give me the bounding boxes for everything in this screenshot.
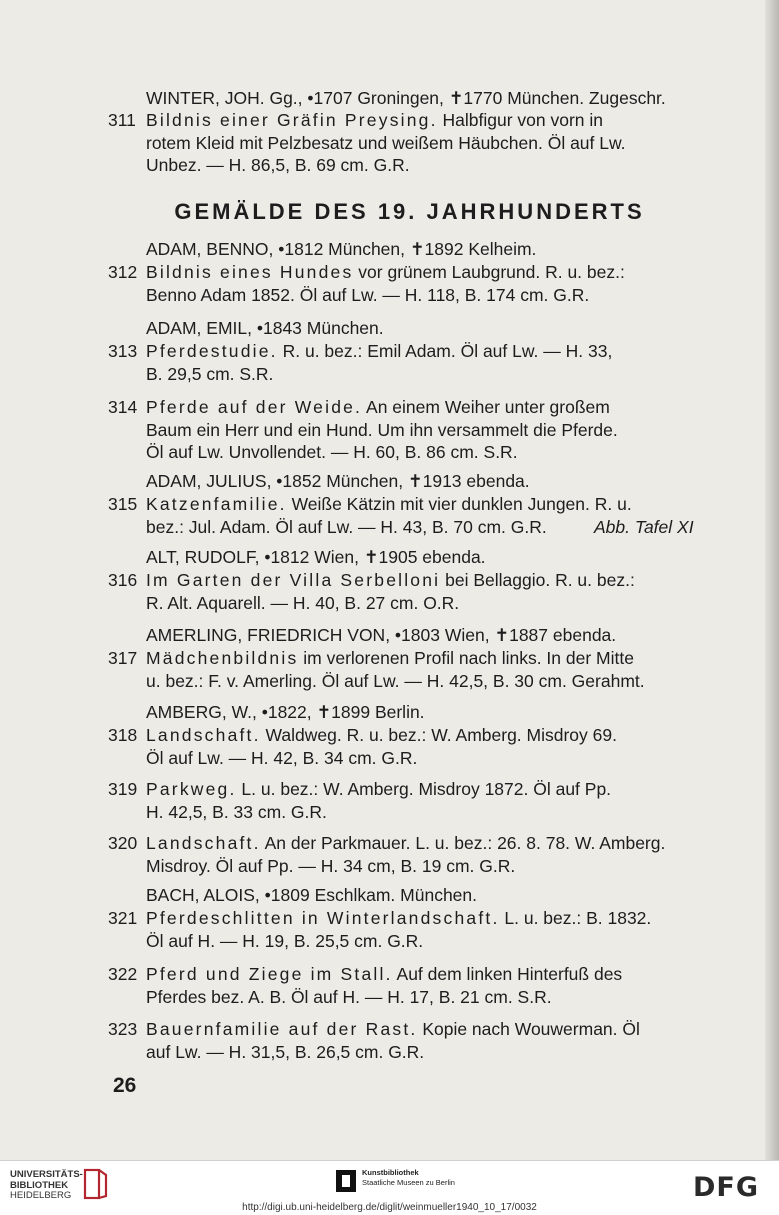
entry-number: 320 — [108, 833, 138, 853]
catalog-entry-320 — [0, 832, 779, 877]
entry-text: Halbfigur von vorn in — [437, 110, 604, 130]
entry-text: Öl auf Lw. Unvollendet. — H. 60, B. 86 cm. S.R. — [146, 442, 518, 462]
catalog-entry-318 — [0, 724, 779, 769]
artist-heading: AMERLING, FRIEDRICH VON, •1803 Wien, ✝1887 ebenda. — [146, 625, 617, 645]
entry-text: Waldweg. R. u. bez.: W. Amberg. Misdroy 69. — [260, 725, 617, 745]
entry-title: Pferdestudie. — [146, 341, 278, 361]
kunstbibliothek-logo-icon — [336, 1170, 356, 1192]
entry-title: Bauernfamilie auf der Rast. — [146, 1019, 418, 1039]
entry-text: im verlorenen Profil nach links. In der Mitte — [298, 648, 634, 668]
entry-text: H. 42,5, B. 33 cm. G.R. — [146, 801, 327, 822]
entry-title: Parkweg. — [146, 779, 237, 799]
logo-text: BIBLIOTHEK — [10, 1179, 69, 1191]
entry-text: B. 29,5 cm. S.R. — [146, 363, 274, 384]
entry-title: Pferde auf der Weide. — [146, 397, 363, 417]
logo-text: HEIDELBERG — [10, 1190, 72, 1201]
artist-heading: ADAM, JULIUS, •1852 München, ✝1913 ebenda. — [146, 471, 530, 491]
section-heading: GEMÄLDE DES 19. JAHRHUNDERTS — [174, 199, 645, 224]
entry-text: Weiße Kätzin mit vier dunklen Jungen. R. u. — [286, 494, 632, 514]
entry-text: R. Alt. Aquarell. — H. 40, B. 27 cm. O.R. — [146, 592, 460, 613]
entry-number: 318 — [108, 725, 138, 745]
entry-number: 321 — [108, 908, 138, 928]
entry-title: Bildnis eines Hundes — [146, 262, 354, 282]
entry-text: vor grünem Laubgrund. R. u. bez.: — [353, 262, 625, 282]
uni-heidelberg-logo[interactable] — [10, 1170, 83, 1202]
entry-title: Katzenfamilie. — [146, 494, 287, 514]
entry-title: Mädchenbildnis — [146, 648, 299, 668]
entry-number: 319 — [108, 779, 138, 799]
entry-number: 314 — [108, 397, 138, 417]
entry-text: Benno Adam 1852. Öl auf Lw. — H. 118, B. 174 cm. G.R. — [146, 284, 590, 305]
entry-number: 312 — [108, 262, 138, 282]
entry-title: Landschaft. — [146, 725, 261, 745]
entry-text: Auf dem linken Hinterfuß des — [392, 964, 623, 984]
dfg-logo[interactable]: DFG — [693, 1172, 760, 1203]
entry-number: 323 — [108, 1019, 138, 1039]
entry-number: 317 — [108, 648, 138, 668]
logo-text: UNIVERSITÄTS- — [10, 1169, 83, 1180]
entry-text: rotem Kleid mit Pelzbesatz und weißem Häubchen. Öl auf Lw. — [146, 132, 626, 153]
entry-text: bez.: Jul. Adam. Öl auf Lw. — H. 43, B. 70 cm. G.R. — [146, 516, 547, 537]
catalog-entry-311 — [0, 109, 779, 177]
artist-heading: BACH, ALOIS, •1809 Eschlkam. München. — [146, 885, 478, 905]
catalog-entry-313 — [0, 340, 779, 385]
catalog-entry-317 — [0, 647, 779, 692]
catalog-entry-315 — [0, 493, 779, 538]
entry-text: bei Bellaggio. R. u. bez.: — [440, 570, 635, 590]
artist-heading: ADAM, BENNO, •1812 München, ✝1892 Kelheim. — [146, 239, 537, 259]
entry-text: u. bez.: F. v. Amerling. Öl auf Lw. — H. 42,5, B. 30 cm. Gerahmt. — [146, 670, 645, 691]
entry-text: Baum ein Herr und ein Hund. Um ihn versammelt die Pferde. — [146, 419, 618, 440]
entry-text: R. u. bez.: Emil Adam. Öl auf Lw. — H. 33, — [277, 341, 613, 361]
entry-text: Öl auf Lw. — H. 42, B. 34 cm. G.R. — [146, 747, 418, 768]
page-number: 26 — [113, 1074, 137, 1097]
logo-text: Kunstbibliothek — [362, 1168, 419, 1177]
entry-number: 313 — [108, 341, 138, 361]
entry-title: Im Garten der Villa Serbelloni — [146, 570, 441, 590]
entry-number: 311 — [108, 110, 136, 130]
entry-text: auf Lw. — H. 31,5, B. 26,5 cm. G.R. — [146, 1041, 425, 1062]
uni-heidelberg-mark-icon — [82, 1167, 108, 1201]
artist-heading: ALT, RUDOLF, •1812 Wien, ✝1905 ebenda. — [146, 547, 486, 567]
entry-number: 315 — [108, 494, 138, 514]
catalog-entry-316 — [0, 569, 779, 614]
entry-title: Pferdeschlitten in Winterlandschaft. — [146, 908, 500, 928]
entry-title: Bildnis einer Gräfin Preysing. — [146, 110, 438, 130]
catalog-entry-314 — [0, 396, 779, 464]
entry-text: Misdroy. Öl auf Pp. — H. 34 cm, B. 19 cm. G.R. — [146, 855, 516, 876]
entry-text: An der Parkmauer. L. u. bez.: 26. 8. 78. W. Amberg. — [260, 833, 666, 853]
entry-text: L. u. bez.: B. 1832. — [499, 908, 652, 928]
plate-reference: Abb. Tafel XI — [594, 516, 694, 537]
catalog-entry-319 — [0, 778, 779, 823]
artist-heading: WINTER, JOH. Gg., •1707 Groningen, ✝1770 München. Zugeschr. — [146, 88, 666, 108]
entry-text: Unbez. — H. 86,5, B. 69 cm. G.R. — [146, 155, 410, 175]
kunstbibliothek-label[interactable] — [362, 1168, 455, 1188]
entry-text: An einem Weiher unter großem — [362, 397, 610, 417]
viewer-footer — [0, 1160, 779, 1215]
catalog-entry-321 — [0, 907, 779, 952]
catalog-entry-312 — [0, 261, 779, 306]
entry-text: Pferdes bez. A. B. Öl auf H. — H. 17, B. 21 cm. S.R. — [146, 986, 552, 1007]
entry-title: Landschaft. — [146, 833, 261, 853]
entry-number: 322 — [108, 964, 138, 984]
entry-number: 316 — [108, 570, 138, 590]
catalog-entry-322 — [0, 963, 779, 1008]
catalog-entry-323 — [0, 1018, 779, 1063]
logo-text: Staatliche Museen zu Berlin — [362, 1178, 455, 1187]
entry-text: Kopie nach Wouwerman. Öl — [417, 1019, 640, 1039]
entry-text: Öl auf H. — H. 19, B. 25,5 cm. G.R. — [146, 930, 424, 951]
permalink-url[interactable]: http://digi.ub.uni-heidelberg.de/diglit/weinmueller1940_10_17/0032 — [242, 1202, 537, 1213]
artist-heading: ADAM, EMIL, •1843 München. — [146, 318, 384, 338]
entry-title: Pferd und Ziege im Stall. — [146, 964, 393, 984]
artist-heading: AMBERG, W., •1822, ✝1899 Berlin. — [146, 702, 425, 722]
entry-text: L. u. bez.: W. Amberg. Misdroy 1872. Öl auf Pp. — [236, 779, 612, 799]
